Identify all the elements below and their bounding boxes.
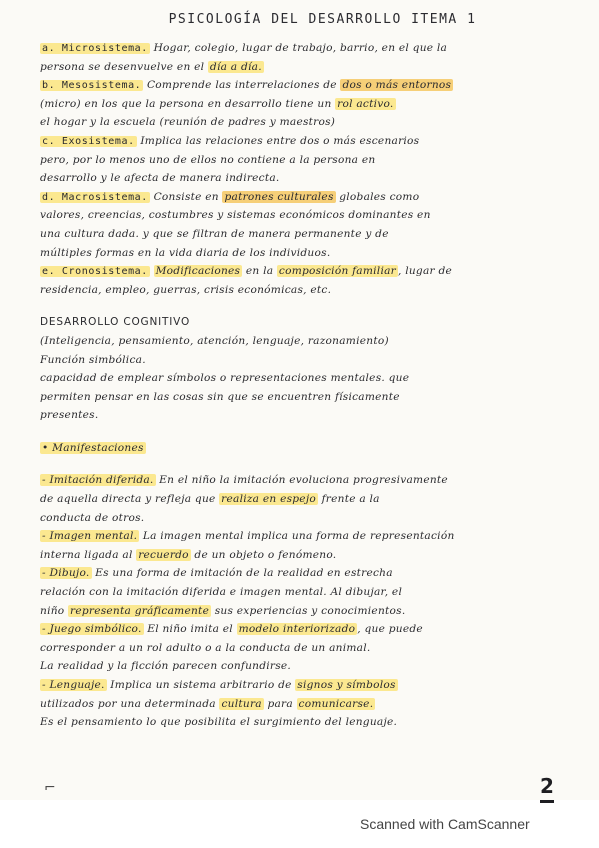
exosistema-term: c. Exosistema. <box>42 135 135 147</box>
macrosistema-line-2: valores, creencias, costumbres y sistemas económicos dominantes en <box>40 209 431 222</box>
imagen-text: La imagen mental implica una forma de representación <box>139 530 455 543</box>
manifestations-label: • Manifestaciones <box>42 441 144 454</box>
dibujo-term: - Dibujo. <box>42 567 90 580</box>
imitacion-line-3: conducta de otros. <box>40 511 145 524</box>
mesosistema-text: Comprende las interrelaciones de <box>146 79 341 92</box>
cognitive-subtitle: (Inteligencia, pensamiento, atención, lenguaje, razonamiento) <box>40 334 389 347</box>
mesosistema-line-3: el hogar y la escuela (reunión de padres y maestros) <box>40 116 336 129</box>
macrosistema-text-b: globales como <box>335 190 420 203</box>
mesosistema-highlight-2: rol activo. <box>337 97 394 110</box>
exosistema-line-2: pero, por lo menos uno de ellos no contiene a la persona en <box>40 153 376 166</box>
manifestations-heading <box>40 439 565 458</box>
microsistema-term: a. Microsistema. <box>42 43 148 54</box>
exosistema-line-3: desarrollo y le afecta de manera indirecta. <box>40 172 280 185</box>
imitacion-text: En el niño la imitación evoluciona progresivamente <box>155 474 448 487</box>
lenguaje-line-3: Es el pensamiento lo que posibilita el surgimiento del lenguaje. <box>40 716 398 729</box>
macrosistema-line-3: una cultura dada. y que se filtran de manera permanente y de <box>40 227 389 240</box>
imitacion-line-2 <box>40 490 565 509</box>
exosistema-text: Implica las relaciones entre dos o más escenarios <box>140 134 420 147</box>
cronosistema-line-1 <box>40 262 565 281</box>
cognitive-heading: DESARROLLO COGNITIVO <box>40 316 191 329</box>
juego-text: El niño imita el <box>143 623 237 636</box>
dibujo-line-1 <box>40 564 565 583</box>
imagen-line-1 <box>40 527 565 546</box>
lenguaje-text-3: para <box>263 697 297 710</box>
microsistema-line-2 <box>40 58 565 77</box>
corner-mark-icon: ⌐ <box>44 780 56 796</box>
cronosistema-text: en la <box>242 265 277 278</box>
microsistema-highlight: día a día. <box>209 60 262 73</box>
juego-line-1 <box>40 620 565 639</box>
juego-term: - Juego simbólico. <box>42 623 142 636</box>
mesosistema-term: b. Mesosistema. <box>42 80 142 92</box>
mesosistema-line-1 <box>40 76 565 95</box>
cronosistema-term: e. Cronosistema. <box>42 266 148 278</box>
scanner-watermark: Scanned with CamScanner <box>360 816 530 832</box>
imitacion-text-3: frente a la <box>318 493 380 506</box>
macrosistema-term: d. Macrosistema. <box>42 191 148 203</box>
imagen-text-3: de un objeto o fenómeno. <box>190 548 337 561</box>
dibujo-line-2: relación con la imitación diferida e imagen mental. Al dibujar, el <box>40 586 403 599</box>
definition-line-1: capacidad de emplear símbolos o representaciones mentales. que <box>40 372 410 385</box>
lenguaje-highlight: signos y símbolos <box>297 679 396 691</box>
imitacion-highlight: realiza en espejo <box>221 493 316 506</box>
lenguaje-highlight-3: comunicarse. <box>298 697 374 710</box>
dibujo-text-3: sus experiencias y conocimientos. <box>211 604 406 617</box>
microsistema-text: Hogar, colegio, lugar de trabajo, barrio, en el que la <box>153 42 448 54</box>
mesosistema-text-2: (micro) en los que la persona en desarrollo tiene un <box>40 97 336 110</box>
macrosistema-line-4: múltiples formas en la vida diaria de los individuos. <box>40 246 331 259</box>
juego-line-2: corresponder a un rol adulto o a la conducta de un animal. <box>40 641 371 654</box>
juego-text-2: , que puede <box>357 623 423 636</box>
definition-line-2: permiten pensar en las cosas sin que se encuentren físicamente <box>40 390 400 403</box>
imitacion-text-2: de aquella directa y refleja que <box>40 493 220 506</box>
dibujo-text-2: niño <box>40 604 69 617</box>
dibujo-text: Es una forma de imitación de la realidad en estrecha <box>91 567 393 580</box>
lenguaje-text: Implica un sistema arbitrario de <box>106 679 296 691</box>
definition-line-3: presentes. <box>40 409 99 422</box>
microsistema-text-2: persona se desenvuelve en el <box>40 60 208 73</box>
macrosistema-text: Consiste en <box>153 190 223 203</box>
lenguaje-line-2 <box>40 695 565 714</box>
lenguaje-line-1 <box>40 676 565 695</box>
juego-line-3: La realidad y la ficción parecen confundirse. <box>40 660 292 673</box>
mesosistema-highlight: dos o más entornos <box>342 79 452 92</box>
cronosistema-highlight-1: Modificaciones <box>155 265 241 278</box>
juego-highlight: modelo interiorizado <box>238 623 356 636</box>
cronosistema-line-2: residencia, empleo, guerras, crisis económicas, etc. <box>40 283 332 296</box>
macrosistema-highlight: patrones culturales <box>224 190 334 203</box>
lenguaje-term: - Lenguaje. <box>42 679 105 691</box>
imagen-line-2 <box>40 546 565 565</box>
dibujo-line-3 <box>40 602 565 621</box>
imitacion-line-1 <box>40 471 565 490</box>
cronosistema-text-b: , lugar de <box>397 265 452 278</box>
imagen-text-2: interna ligada al <box>40 548 137 561</box>
notes-body <box>40 8 565 732</box>
page-title: PSICOLOGÍA DEL DESARROLLO ITEMA 1 <box>168 12 477 27</box>
microsistema-line-1 <box>40 39 565 58</box>
exosistema-line-1 <box>40 132 565 151</box>
dibujo-highlight: representa gráficamente <box>70 604 210 617</box>
lenguaje-text-2: utilizados por una determinada <box>40 697 220 710</box>
lenguaje-highlight-2: cultura <box>221 697 262 710</box>
page-number: 2 <box>540 774 554 798</box>
imitacion-term: - Imitación diferida. <box>42 474 154 487</box>
cronosistema-highlight-2: composición familiar <box>278 265 396 278</box>
imagen-term: - Imagen mental. <box>42 530 138 543</box>
macrosistema-line-1 <box>40 188 565 207</box>
symbolic-function-label: Función simbólica. <box>40 353 146 366</box>
mesosistema-line-2 <box>40 95 565 114</box>
imagen-highlight: recuerdo <box>138 548 189 561</box>
